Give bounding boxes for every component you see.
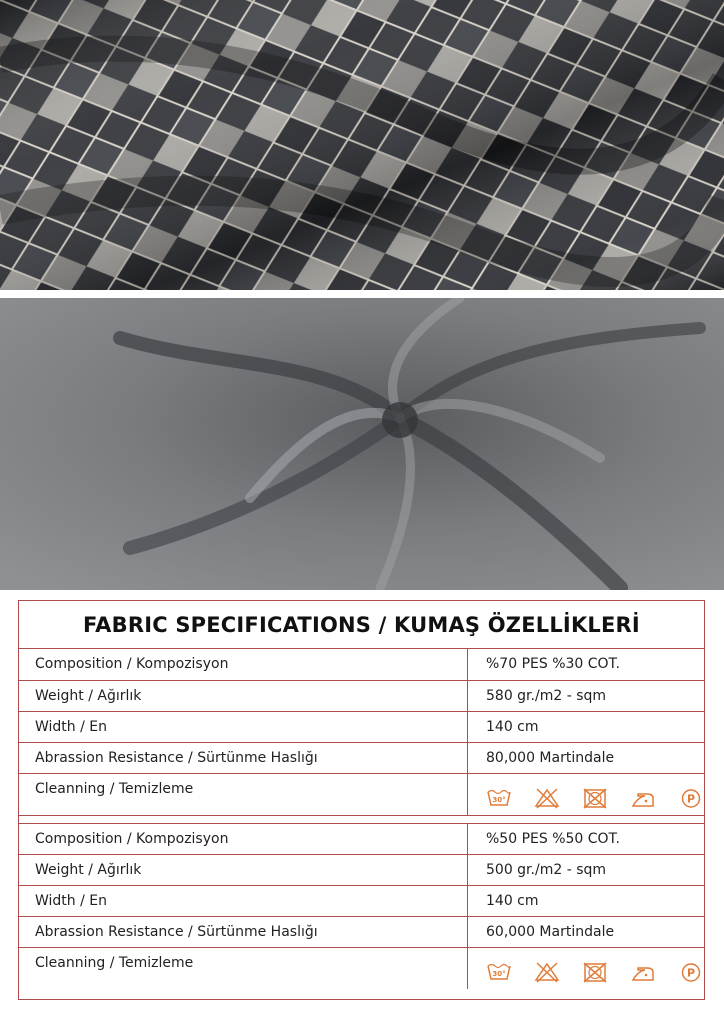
- table-row: [19, 854, 704, 885]
- iron-icon: [630, 787, 656, 809]
- row-value: 580 gr./m2 - sqm: [468, 680, 705, 711]
- row-value: 140 cm: [468, 885, 705, 916]
- no-bleach-icon: [534, 961, 560, 983]
- care-icon-group: [486, 781, 704, 809]
- row-label: Abrassion Resistance / Sürtünme Haslığı: [19, 916, 468, 947]
- jacquard-fabric-photo: [0, 0, 724, 290]
- iron-icon: [630, 961, 656, 983]
- no-bleach-icon: [534, 787, 560, 809]
- row-label: Weight / Ağırlık: [19, 680, 468, 711]
- table-row: [19, 916, 704, 947]
- row-label: Composition / Kompozisyon: [19, 649, 468, 680]
- no-tumble-dry-icon: [582, 961, 608, 983]
- row-label: Width / En: [19, 885, 468, 916]
- wash-30-icon: [486, 961, 512, 983]
- table-row: [19, 649, 704, 680]
- row-value: %50 PES %50 COT.: [468, 823, 705, 854]
- row-value: 60,000 Martindale: [468, 916, 705, 947]
- row-label: Width / En: [19, 711, 468, 742]
- section-gap: [19, 815, 704, 823]
- care-label: Cleanning / Temizleme: [19, 773, 468, 815]
- row-label: Abrassion Resistance / Sürtünme Haslığı: [19, 742, 468, 773]
- row-value: 140 cm: [468, 711, 705, 742]
- care-icon-group: [486, 955, 704, 983]
- row-value: 500 gr./m2 - sqm: [468, 854, 705, 885]
- table-row: [19, 742, 704, 773]
- table-row: [19, 885, 704, 916]
- wash-30-icon: [486, 787, 512, 809]
- fabric-spec-table: [18, 600, 705, 1000]
- dry-clean-p-icon: [678, 787, 704, 809]
- table-row: [19, 680, 704, 711]
- row-value: 80,000 Martindale: [468, 742, 705, 773]
- table-row: [19, 823, 704, 854]
- care-row: [19, 773, 704, 815]
- wash-temperature-label: 30°: [492, 795, 506, 804]
- row-value: %70 PES %30 COT.: [468, 649, 705, 680]
- dry-clean-p-icon: [678, 961, 704, 983]
- dry-clean-letter: P: [686, 966, 696, 979]
- table-row: [19, 711, 704, 742]
- dry-clean-letter: P: [686, 792, 696, 805]
- care-row: [19, 947, 704, 989]
- care-icons: [468, 773, 705, 815]
- row-label: Composition / Kompozisyon: [19, 823, 468, 854]
- swirl-fabric-photo: [0, 298, 724, 590]
- care-icons: [468, 947, 705, 989]
- no-tumble-dry-icon: [582, 787, 608, 809]
- care-label: Cleanning / Temizleme: [35, 954, 194, 971]
- spec-rows: [19, 649, 704, 989]
- wash-temperature-label: 30°: [492, 969, 506, 978]
- row-label: Weight / Ağırlık: [19, 854, 468, 885]
- spec-title: FABRIC SPECIFICATIONS / KUMAŞ ÖZELLİKLERİ: [19, 601, 704, 649]
